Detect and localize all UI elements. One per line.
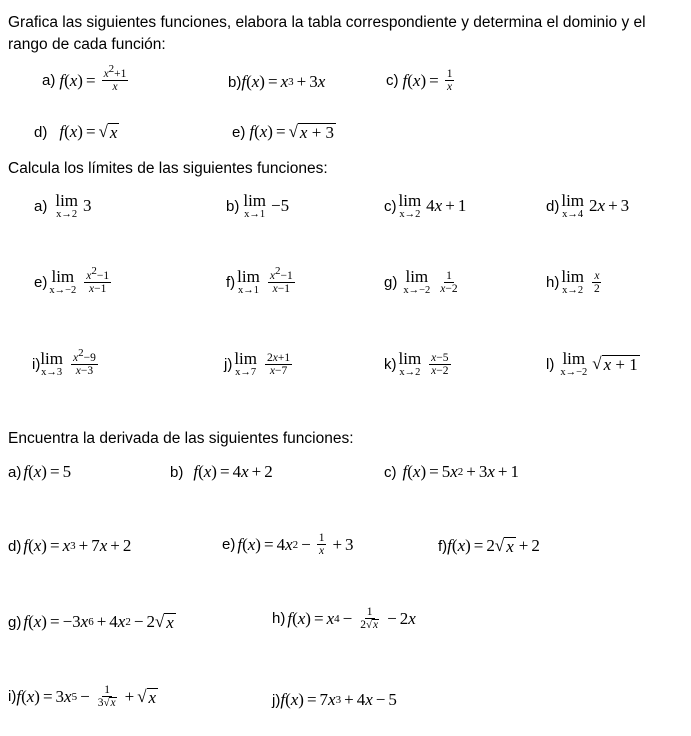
limit-item-b: b) lim x→1 −5 bbox=[226, 191, 290, 220]
item-label: a) bbox=[42, 72, 56, 89]
item-label: d) bbox=[546, 197, 560, 215]
item-label: d) bbox=[8, 537, 22, 555]
item-label: k) bbox=[384, 355, 397, 373]
derivative-item-h: h) f ( x ) = x 4 − 1 2 √ x − 2 x bbox=[272, 606, 416, 631]
graph-item-e: e) f ( x ) = √ x + 3 bbox=[232, 122, 335, 142]
item-label: c) bbox=[386, 72, 399, 89]
item-label: e) bbox=[232, 123, 246, 141]
limit-item-i: i) lim x→3 $\frac{x^2-9}{x-3}$ bbox=[32, 346, 96, 378]
derivative-item-f: f) f ( x ) = 2 √ x + 2 bbox=[438, 536, 540, 556]
item-label: d) bbox=[34, 123, 48, 141]
derivative-item-b: b) f ( x ) = 4 x + 2 bbox=[170, 462, 273, 481]
item-label: h) bbox=[272, 610, 286, 627]
limit-item-e: e) lim x→−2 $\frac{x^2-1}{x-1}$ bbox=[34, 264, 110, 296]
item-label: h) bbox=[546, 273, 560, 291]
item-label: j) bbox=[272, 691, 281, 709]
derivative-item-a: a) f ( x ) = 5 bbox=[8, 462, 72, 481]
limit-item-a: a) lim x→2 3 bbox=[34, 191, 92, 220]
item-label: i) bbox=[32, 355, 41, 373]
item-label: c) bbox=[384, 197, 397, 215]
instruction-limits: Calcula los límites de las siguientes funciones: bbox=[8, 160, 328, 177]
item-label: b) bbox=[226, 197, 240, 215]
limit-item-j: j) lim x→7 $\frac{2x+1}{x-7}$ bbox=[224, 349, 291, 378]
item-label: l) bbox=[546, 355, 555, 373]
graph-item-a: a) f ( x ) = $\frac{x^2+1}{x}$ bbox=[42, 63, 127, 93]
item-label: a) bbox=[8, 463, 22, 481]
item-label: e) bbox=[34, 273, 48, 291]
graph-item-d: d) f ( x ) = √ x bbox=[34, 122, 118, 142]
item-label: g) bbox=[8, 613, 22, 631]
derivative-item-i: i) f ( x ) = 3 x 5 − 1 3 √ x + √ x bbox=[8, 684, 157, 709]
instruction-derivatives: Encuentra la derivada de las siguientes funciones: bbox=[8, 430, 354, 447]
limit-item-f: f) lim x→1 $\frac{x^2-1}{x-1}$ bbox=[226, 264, 293, 296]
item-label: b) bbox=[228, 73, 242, 91]
item-label: b) bbox=[170, 463, 184, 481]
limit-item-g: g) lim x→−2 $\frac{1}{x-2}$ bbox=[384, 267, 458, 296]
limit-item-d: d) lim x→4 2 x + 3 bbox=[546, 191, 630, 220]
derivative-item-j: j) f ( x ) = 7 x 3 + 4 x − 5 bbox=[272, 690, 397, 709]
derivative-item-d: d) f ( x ) = x 3 + 7 x + 2 bbox=[8, 536, 132, 555]
derivative-item-e: e) f ( x ) = 4 x 2 − $\frac{1}{x}$ + 3 bbox=[222, 532, 354, 557]
item-label: c) bbox=[384, 463, 397, 481]
limit-item-c: c) lim x→2 4 x + 1 bbox=[384, 191, 467, 220]
item-label: f) bbox=[438, 537, 448, 555]
item-label: i) bbox=[8, 688, 17, 705]
graph-item-c: c) f ( x ) = $\frac{1}{x}$ bbox=[386, 68, 453, 93]
limit-item-l: l) lim x→−2 √ x + 1 bbox=[546, 349, 638, 378]
item-label: e) bbox=[222, 536, 236, 553]
derivative-item-c: c) f ( x ) = 5 x 2 + 3 x + 1 bbox=[384, 462, 519, 481]
item-label: g) bbox=[384, 273, 398, 291]
limit-item-k: k) lim x→2 $\frac{x-5}{x-2}$ bbox=[384, 349, 449, 378]
instruction-graph: Grafica las siguientes funciones, elabora la tabla correspondiente y determina el dominio y el rango de cada función: bbox=[8, 14, 646, 53]
item-label: a) bbox=[34, 197, 48, 215]
graph-item-b: b) f ( x ) = x 3 + 3 x bbox=[228, 72, 326, 91]
item-label: f) bbox=[226, 273, 236, 291]
item-label: j) bbox=[224, 355, 233, 373]
limit-item-h: h) lim x→2 $\frac{x}{2}$ bbox=[546, 267, 600, 296]
derivative-item-g: g) f ( x ) = −3 x 6 + 4 x 2 − 2 √ x bbox=[8, 612, 174, 632]
